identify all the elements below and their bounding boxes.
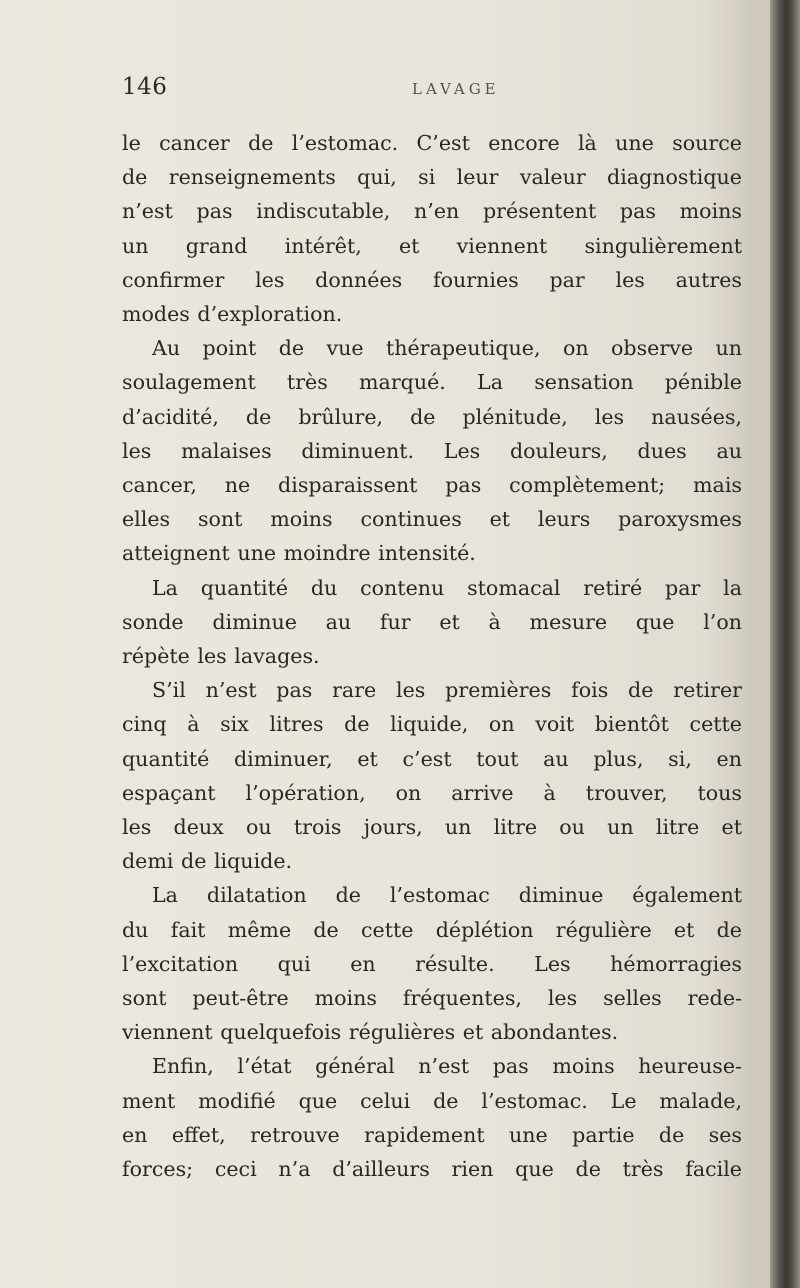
text-line: répète les lavages. <box>122 644 320 669</box>
text-line: Enfin, l’état général n’est pas moins heureuse- <box>152 1054 742 1079</box>
text-line: l’excitation qui en résulte. Les hémorragies <box>122 951 742 976</box>
text-line: ment modifié que celui de l’estomac. Le malade, <box>122 1088 742 1113</box>
text-line: cinq à six litres de liquide, on voit bientôt cette <box>122 712 742 737</box>
text-line: n’est pas indiscutable, n’en présentent pas moins <box>122 199 742 224</box>
text-line: sonde diminue au fur et à mesure que l’on <box>122 609 742 634</box>
text-line: elles sont moins continues et leurs paroxysmes <box>122 507 742 532</box>
text-line: espaçant l’opération, on arrive à trouver, tous <box>122 780 742 805</box>
body-text <box>122 126 742 1186</box>
text-line: La dilatation de l’estomac diminue également <box>152 883 742 908</box>
page-edge-shadow <box>770 0 800 1288</box>
text-line: les malaises diminuent. Les douleurs, dues au <box>122 438 742 463</box>
text-line: sont peut-être moins fréquentes, les selles rede- <box>122 986 742 1011</box>
text-line: atteignent une moindre intensité. <box>122 541 476 566</box>
page-header <box>122 74 742 114</box>
text-line: cancer, ne disparaissent pas complètement; mais <box>122 473 742 498</box>
text-line: viennent quelquefois régulières et abondantes. <box>122 1020 619 1045</box>
text-line: soulagement très marqué. La sensation pénible <box>122 370 742 395</box>
page-number: 146 <box>122 74 168 100</box>
text-line: forces; ceci n’a d’ailleurs rien que de très facile <box>122 1157 742 1182</box>
text-line: un grand intérêt, et viennent singulièrement <box>122 233 742 258</box>
text-line: demi de liquide. <box>122 849 293 874</box>
text-line: La quantité du contenu stomacal retiré par la <box>152 575 742 600</box>
text-line: le cancer de l’estomac. C’est encore là une source <box>122 131 742 155</box>
running-head: LAVAGE <box>412 80 500 98</box>
text-line: confirmer les données fournies par les autres <box>122 267 742 292</box>
text-line: du fait même de cette déplétion régulière et de <box>122 917 742 942</box>
text-line: d’acidité, de brûlure, de plénitude, les nausées, <box>122 404 742 429</box>
text-line: quantité diminuer, et c’est tout au plus, si, en <box>122 746 742 771</box>
text-line: Au point de vue thérapeutique, on observe un <box>152 336 742 361</box>
text-line: modes d’exploration. <box>122 302 343 327</box>
text-line: les deux ou trois jours, un litre ou un litre et <box>122 815 742 840</box>
text-line: S’il n’est pas rare les premières fois de retirer <box>152 678 742 703</box>
text-line: en effet, retrouve rapidement une partie de ses <box>122 1122 742 1147</box>
text-line: de renseignements qui, si leur valeur diagnostique <box>122 165 742 190</box>
